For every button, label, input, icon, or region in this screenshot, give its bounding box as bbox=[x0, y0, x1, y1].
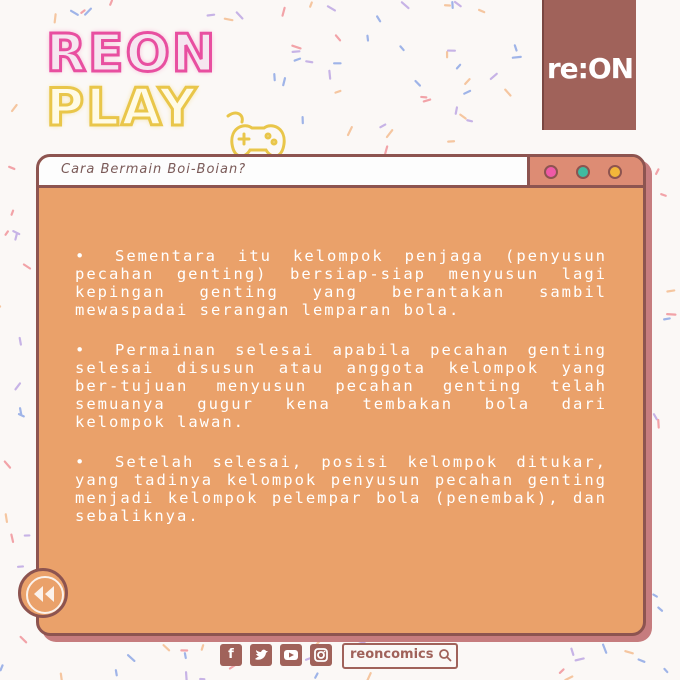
confetti-piece bbox=[15, 234, 16, 240]
confetti-piece bbox=[6, 514, 7, 522]
confetti-piece bbox=[12, 105, 17, 111]
confetti-piece bbox=[116, 670, 117, 675]
confetti-piece bbox=[110, 1, 112, 5]
confetti-piece bbox=[565, 676, 572, 680]
confetti-piece bbox=[61, 674, 62, 680]
confetti-piece bbox=[208, 15, 215, 16]
logo-text-play: PLAY bbox=[46, 78, 199, 138]
youtube-icon[interactable] bbox=[280, 644, 302, 666]
bullet-text: Permainan selesai apabila pecahan genting selesai disusun atau anggota kelompok yang ber-tujuan menyusun pecahan genting telah semuanya gugur kena tembakan bola dari kelompok lawan. bbox=[75, 341, 607, 431]
window-minimize-dot[interactable] bbox=[576, 165, 590, 179]
handle-search-box[interactable] bbox=[342, 643, 458, 669]
confetti-piece bbox=[467, 120, 472, 121]
confetti-piece bbox=[661, 194, 666, 196]
confetti-piece bbox=[329, 71, 330, 79]
confetti-piece bbox=[457, 65, 460, 69]
confetti-piece bbox=[6, 231, 8, 234]
confetti-piece bbox=[315, 674, 317, 678]
confetti-piece bbox=[12, 211, 14, 215]
twitter-icon[interactable] bbox=[250, 644, 272, 666]
confetti-piece bbox=[402, 2, 409, 8]
confetti-piece bbox=[164, 645, 170, 650]
confetti-piece bbox=[128, 655, 134, 661]
confetti-piece bbox=[11, 535, 13, 542]
confetti-piece bbox=[85, 9, 91, 15]
confetti-piece bbox=[367, 673, 370, 680]
reon-brand-tab[interactable] bbox=[542, 0, 636, 130]
confetti-piece bbox=[185, 653, 186, 658]
confetti-piece bbox=[400, 46, 403, 50]
confetti-piece bbox=[336, 35, 340, 40]
confetti-piece bbox=[15, 383, 20, 389]
confetti-piece bbox=[13, 231, 19, 234]
confetti-piece bbox=[515, 45, 517, 50]
window-controls bbox=[530, 157, 643, 185]
confetti-piece bbox=[55, 14, 56, 22]
confetti-piece bbox=[335, 91, 340, 93]
confetti-piece bbox=[81, 10, 84, 13]
facebook-icon[interactable]: f bbox=[220, 644, 242, 666]
confetti-piece bbox=[415, 81, 419, 86]
confetti-piece bbox=[603, 645, 606, 653]
confetti-piece bbox=[667, 314, 675, 315]
confetti-piece bbox=[455, 2, 461, 6]
confetti-piece bbox=[664, 318, 670, 319]
confetti-piece bbox=[306, 61, 312, 62]
confetti-piece bbox=[202, 645, 203, 650]
confetti-piece bbox=[560, 669, 564, 672]
logo-text-reon: REON bbox=[46, 24, 218, 84]
confetti-piece bbox=[295, 59, 300, 61]
confetti-piece bbox=[20, 408, 21, 414]
confetti-piece bbox=[491, 74, 497, 79]
confetti-piece bbox=[380, 125, 385, 128]
confetti-piece bbox=[292, 46, 300, 49]
confetti-piece bbox=[460, 115, 465, 119]
bullet-symbol: • bbox=[75, 453, 87, 471]
window-title: Cara Bermain Boi-Boian? bbox=[61, 162, 247, 177]
confetti-piece bbox=[377, 16, 380, 21]
bullet-text: Setelah selesai, posisi kelompok ditukar, yang tadinya kelompok penyusun pecahan genting menjadi kelompok pelempar bola (penembak), dan sebaliknya. bbox=[75, 453, 607, 525]
confetti-piece bbox=[576, 658, 584, 660]
confetti-piece bbox=[310, 3, 312, 7]
confetti-piece bbox=[186, 672, 187, 680]
rewind-button[interactable] bbox=[18, 568, 68, 618]
confetti-piece bbox=[328, 6, 335, 10]
confetti-piece bbox=[348, 127, 352, 135]
search-icon bbox=[438, 648, 452, 662]
confetti-piece bbox=[225, 19, 233, 20]
window-content bbox=[75, 247, 607, 547]
confetti-piece bbox=[5, 462, 10, 468]
info-window bbox=[36, 154, 646, 636]
confetti-piece bbox=[24, 265, 30, 269]
confetti-piece bbox=[20, 338, 21, 345]
confetti-piece bbox=[71, 11, 78, 15]
confetti-piece bbox=[639, 660, 645, 662]
confetti-piece bbox=[653, 595, 656, 597]
confetti-piece bbox=[21, 637, 27, 642]
confetti-piece bbox=[625, 651, 632, 653]
confetti-piece bbox=[664, 669, 667, 672]
confetti-piece bbox=[293, 51, 300, 52]
confetti-piece bbox=[19, 414, 24, 416]
confetti-piece bbox=[385, 146, 387, 153]
confetti-piece bbox=[424, 100, 430, 102]
confetti-piece bbox=[367, 36, 368, 41]
confetti-piece bbox=[479, 10, 484, 12]
bullet-item bbox=[75, 247, 607, 319]
handle-text: reoncomics bbox=[350, 647, 434, 662]
instagram-icon[interactable] bbox=[310, 644, 332, 666]
bullet-symbol: • bbox=[75, 247, 87, 265]
bullet-item bbox=[75, 341, 607, 431]
confetti-piece bbox=[505, 90, 510, 96]
confetti-piece bbox=[456, 107, 457, 113]
confetti-piece bbox=[283, 8, 285, 16]
window-close-dot[interactable] bbox=[544, 165, 558, 179]
confetti-piece bbox=[465, 79, 469, 84]
confetti-piece bbox=[656, 169, 658, 174]
confetti-piece bbox=[571, 649, 573, 655]
confetti-piece bbox=[667, 290, 674, 291]
rewind-icon bbox=[32, 584, 56, 604]
confetti-piece bbox=[658, 608, 662, 611]
bullet-symbol: • bbox=[75, 341, 87, 359]
confetti-piece bbox=[387, 130, 392, 137]
confetti-piece bbox=[464, 91, 470, 94]
reon-play-logo bbox=[46, 24, 266, 148]
bullet-item bbox=[75, 453, 607, 525]
confetti-piece bbox=[9, 167, 14, 169]
confetti-piece bbox=[654, 414, 657, 419]
confetti-piece bbox=[1, 665, 3, 670]
window-titlebar bbox=[39, 157, 643, 188]
confetti-piece bbox=[513, 57, 521, 58]
bullet-text: Sementara itu kelompok penjaga (penyusun pecahan genting) bersiap-siap menyusun lagi kepingan genting yang berantakan sambil mewaspadai serangan lemparan bola. bbox=[75, 247, 607, 319]
window-title-field bbox=[39, 157, 530, 185]
window-maximize-dot[interactable] bbox=[608, 165, 622, 179]
confetti-piece bbox=[237, 12, 243, 18]
confetti-piece bbox=[283, 78, 285, 85]
reon-brand-logo: re:ON bbox=[546, 52, 634, 85]
